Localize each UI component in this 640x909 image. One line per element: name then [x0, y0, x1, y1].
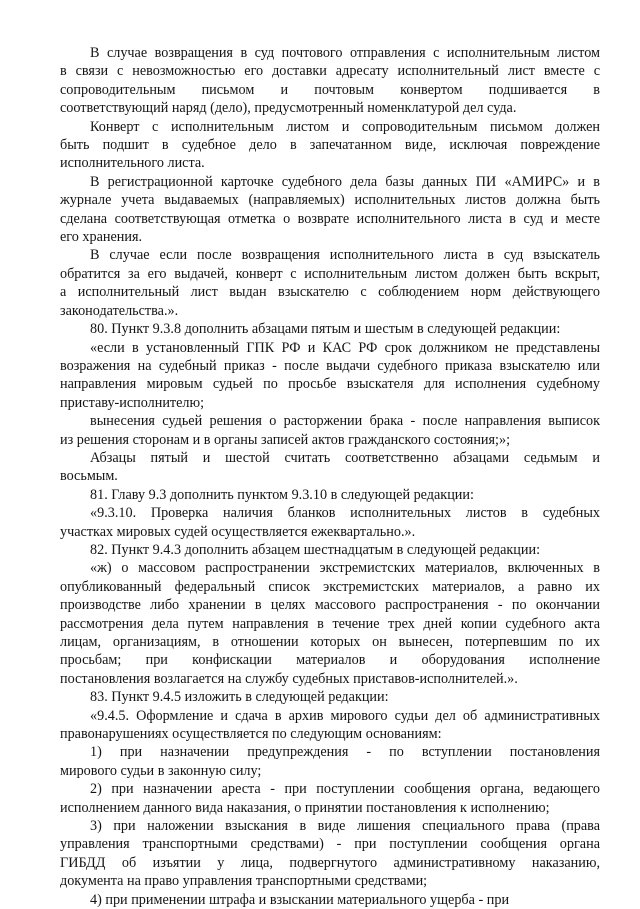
text-line: В случае возвращения в суд почтового отправления с исполнительным листом [90, 45, 600, 61]
paragraph [60, 707, 600, 744]
text-line: 1) при назначении предупреждения - по вступлении постановления [90, 744, 600, 761]
paragraph [60, 118, 600, 173]
text-line: 83. Пункт 9.4.5 изложить в следующей редакции: [90, 689, 389, 706]
text-line: опубликованный федеральный список экстремистских материалов, а равно их [60, 578, 600, 595]
text-line: его хранения. [60, 229, 143, 246]
paragraph [60, 688, 600, 706]
text-line: в связи с невозможностью его доставки адресату исполнительный лист вместе с [60, 63, 600, 80]
text-line: ГИБДД об изъятии у лица, подвергнутого административному наказанию, [60, 854, 600, 871]
text-line: «9.4.5. Оформление и сдача в архив мирового судьи дел об административных [90, 707, 600, 724]
text-line: «9.3.10. Проверка наличия бланков исполнительных листов в судебных [90, 505, 600, 522]
text-line: сделана соответствующая отметка о возврате исполнительного листа в суд и месте [60, 210, 600, 227]
text-line: восьмым. [60, 468, 118, 485]
text-line: приставу-исполнителю; [60, 394, 205, 411]
text-line: возражения на судебный приказ - после выдачи судебного приказа взыскателю или [60, 357, 600, 374]
document-page [60, 44, 600, 909]
text-line: 3) при наложении взыскания в виде лишения специального права (права [90, 818, 600, 835]
text-line: 4) при применении штрафа и взыскании материального ущерба - при [90, 891, 510, 908]
text-line: Абзацы пятый и шестой считать соответственно абзацами седьмым и [90, 449, 600, 466]
paragraph [60, 559, 600, 688]
paragraph [60, 541, 600, 559]
paragraph [60, 486, 600, 504]
text-line: из решения сторонам и в органы записей актов гражданского состояния;»; [60, 431, 511, 448]
text-line: сопроводительным письмом и почтовым конвертом подшивается в [60, 81, 600, 98]
text-line: постановления возлагается на службу судебных приставов-исполнителей.». [60, 670, 518, 687]
text-line: правонарушениях осуществляется по следующим основаниям: [60, 726, 442, 743]
paragraph [60, 891, 600, 909]
paragraph [60, 246, 600, 320]
text-line: 82. Пункт 9.4.3 дополнить абзацем шестнадцатым в следующей редакции: [90, 541, 541, 558]
paragraph [60, 780, 600, 817]
text-line: производстве либо хранении в целях массового распространения - по окончании [60, 597, 600, 614]
paragraph [60, 817, 600, 891]
paragraph [60, 504, 600, 541]
text-line: соответствующий наряд (дело), предусмотренный номенклатурой дел суда. [60, 100, 517, 117]
text-line: лицам, организациям, в отношении которых он вынесен, потерпевшим по их [60, 634, 600, 650]
text-line: просьбам; при конфискации материалов и оборудования исполнение [60, 652, 600, 669]
paragraph [60, 44, 600, 118]
text-line: обратится за его выдачей, конверт с исполнительным листом должен быть вскрыт, [60, 265, 600, 282]
text-line: «ж) о массовом распространении экстремистских материалов, включенных в [90, 560, 600, 577]
paragraph [60, 339, 600, 413]
text-line: Конверт с исполнительным листом и сопроводительным письмом должен [90, 118, 600, 135]
text-line: мирового судьи в законную силу; [60, 762, 262, 779]
text-line: исполнением данного вида наказания, о принятии постановления к исполнению; [60, 799, 550, 816]
paragraph [60, 449, 600, 486]
text-line: участках мировых судей осуществляется ежеквартально.». [60, 523, 416, 540]
text-line: а исполнительный лист выдан взыскателю с соблюдением норм действующего [60, 284, 600, 301]
text-line: «если в установленный ГПК РФ и КАС РФ срок должником не представлены [90, 339, 600, 356]
text-line: вынесения судьей решения о расторжении брака - после направления выписок [90, 413, 600, 430]
text-line: журнале учета выдаваемых (направляемых) исполнительных листов должна быть [60, 192, 600, 209]
paragraph [60, 173, 600, 247]
text-line: В случае если после возвращения исполнительного листа в суд взыскатель [90, 247, 600, 264]
paragraph [60, 320, 600, 338]
text-line: законодательства.». [60, 302, 179, 319]
text-line: документа на право управления транспортными средствами; [60, 873, 428, 890]
text-line: управления транспортными средствами) - при поступлении сообщения органа [60, 836, 600, 853]
text-line: исполнительного листа. [60, 155, 205, 172]
text-line: 81. Главу 9.3 дополнить пунктом 9.3.10 в следующей редакции: [90, 486, 474, 503]
text-line: 80. Пункт 9.3.8 дополнить абзацами пятым и шестым в следующей редакции: [90, 321, 561, 338]
text-line: направления мировым судьей по просьбе взыскателя для исполнения судебному [60, 376, 600, 393]
paragraph [60, 743, 600, 780]
text-line: быть подшит в судебное дело в запечатанном виде, исключая повреждение [60, 137, 600, 154]
text-line: В регистрационной карточке судебного дела базы данных ПИ «АМИРС» и в [90, 173, 600, 190]
text-line: рассмотрения дела путем направления в течение трех дней копии судебного акта [60, 615, 600, 632]
paragraph [60, 412, 600, 449]
text-line: 2) при назначении ареста - при поступлении сообщения органа, ведающего [90, 781, 600, 798]
